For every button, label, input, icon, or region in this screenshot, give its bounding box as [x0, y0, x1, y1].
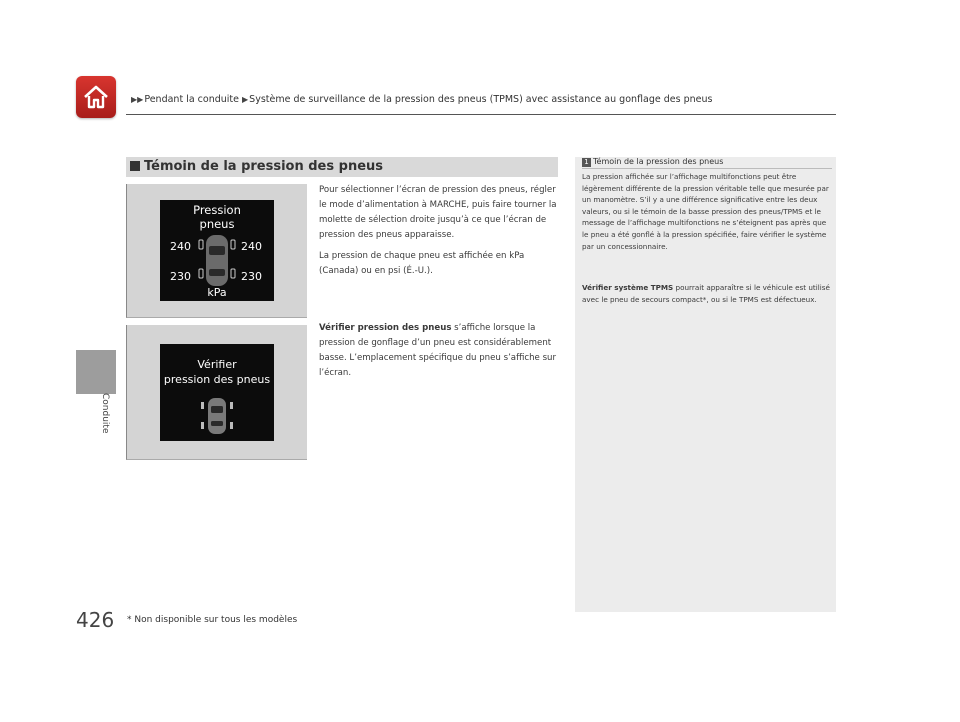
- warning-message: Vérifier pression des pneus: [163, 358, 271, 386]
- rear-right-pressure: 230: [241, 270, 262, 283]
- breadcrumb-arrow-icon: ▶▶: [131, 95, 144, 104]
- chapter-tab-label: Conduite: [100, 393, 110, 434]
- pressure-display: [160, 200, 274, 301]
- instruction-paragraph: Pour sélectionner l’écran de pression des pneus, régler le mode d’alimentation à MARCHE, puis faire tourner la molette de sélection droite jusqu’à ce que l’écran de pression des pneus apparaisse.: [319, 185, 557, 240]
- warning-term: Vérifier pression des pneus: [319, 323, 452, 333]
- pressure-unit: kPa: [207, 286, 227, 299]
- page-number: 426: [76, 608, 115, 632]
- rear-left-pressure: 230: [170, 270, 191, 283]
- home-button[interactable]: [76, 76, 116, 118]
- section-title: Témoin de la pression des pneus: [144, 159, 384, 174]
- chapter-tab[interactable]: [76, 350, 116, 394]
- display-title: Pression pneus: [193, 203, 241, 231]
- car-warning-icon: [200, 396, 234, 436]
- warning-display: [160, 344, 274, 441]
- note-number-badge: 1: [582, 158, 591, 167]
- note-term: Vérifier système TPMS: [582, 283, 674, 292]
- section-bullet-icon: [130, 161, 140, 171]
- note-paragraph: La pression affichée sur l’affichage multifonctions peut être légèrement différente de la pression véritable telle que mesurée par un manomètre. S’il y a une différence significative entre les deux valeurs, ou si le témoin de la basse pression des pneus/TPMS et le message de l’affichage multifonctions ne s’éteignent pas après que le pneu a été gonflé à la pression spécifiée, faire vérifier le système par un concessionnaire.: [582, 172, 829, 251]
- breadcrumb-link[interactable]: Pendant la conduite: [144, 94, 239, 105]
- unit-paragraph: La pression de chaque pneu est affichée en kPa (Canada) ou en psi (É.-U.).: [319, 251, 525, 276]
- note-paragraph-tpms: Vérifier système TPMS pourrait apparaître si le véhicule est utilisé avec le pneu de secours compact*, ou si le TPMS est défectueux.: [582, 283, 830, 304]
- section-header: [126, 157, 558, 177]
- note-title: 1 Témoin de la pression des pneus: [582, 157, 723, 167]
- footnote: * Non disponible sur tous les modèles: [127, 615, 298, 625]
- warning-paragraph: Vérifier pression des pneus s’affiche lorsque la pression de gonflage d’un pneu est considérablement basse. L’emplacement spécifique du pneu s’affiche sur l’écran.: [319, 323, 557, 378]
- car-topview-icon: [197, 234, 237, 288]
- note-divider: [582, 168, 832, 169]
- breadcrumb-current[interactable]: Système de surveillance de la pression des pneus (TPMS) avec assistance au gonflage des pneus: [249, 94, 713, 105]
- front-right-pressure: 240: [241, 240, 262, 253]
- breadcrumb: [131, 94, 712, 105]
- home-icon: [82, 84, 110, 110]
- header-divider: [126, 114, 836, 115]
- front-left-pressure: 240: [170, 240, 191, 253]
- breadcrumb-arrow-icon: ▶: [242, 95, 249, 104]
